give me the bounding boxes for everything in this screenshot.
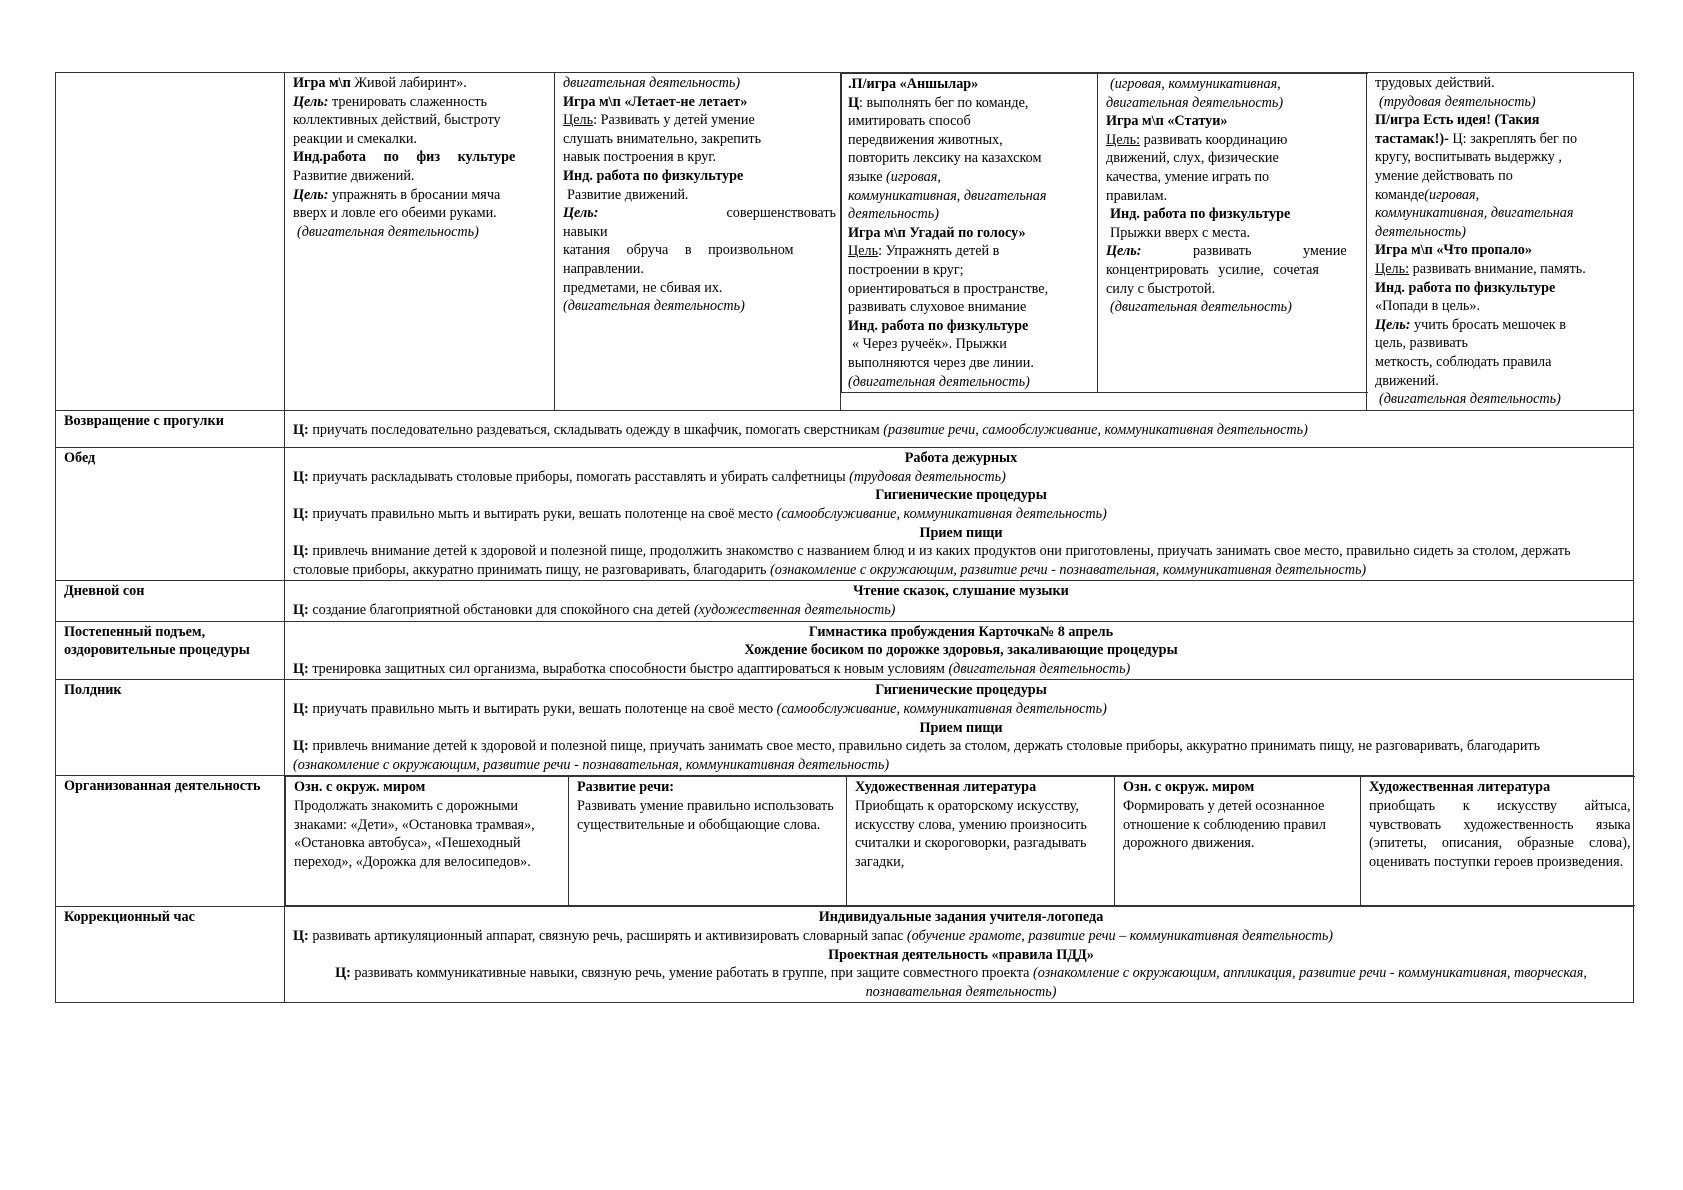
goal-label: Ц:: [293, 421, 309, 438]
text-line: передвижения животных,: [848, 131, 1003, 148]
game-title: Игра м\п: [293, 75, 351, 91]
section-heading: Гигиенические процедуры: [875, 682, 1047, 699]
activity-type: деятельность): [848, 206, 939, 223]
goal-text: приучать последовательно раздеваться, складывать одежду в шкафчик, помогать сверстникам: [308, 421, 884, 438]
section-heading: Прием пищи: [919, 524, 1003, 541]
walk-col-4: [1098, 74, 1368, 393]
goal-text: : Упражнять детей в: [878, 243, 1000, 260]
goal-text: учить бросать мешочек в: [1410, 316, 1566, 333]
subject-title: Развитие речи:: [577, 779, 675, 796]
text-line: силу с быстротой.: [1106, 280, 1216, 297]
text-line: реакции и смекалки.: [293, 130, 418, 147]
activity-type: (двигательная деятельность): [1379, 391, 1561, 408]
game-title: Игра м\п «Что пропало»: [1375, 242, 1532, 259]
goal-text: тренировка защитных сил организма, выработка способности быстро адаптироваться к новым условиям: [308, 660, 949, 677]
walk-row-label: [56, 73, 285, 411]
nap-content: [285, 581, 1634, 621]
text-line: развивать слуховое внимание: [848, 299, 1027, 316]
text-line: трудовых действий.: [1375, 75, 1495, 91]
goal-text: развивать внимание, память.: [1409, 260, 1586, 277]
goal-label: Ц:: [335, 965, 351, 982]
walk-col-3-4-wrapper: [841, 73, 1367, 411]
organized-content: [285, 776, 1634, 907]
text-line: «Попади в цель».: [1375, 298, 1481, 315]
organized-cell: [847, 777, 1115, 906]
walk-col-3: [842, 74, 1098, 393]
walk-row: [56, 73, 1634, 411]
text-line: меткость, соблюдать правила: [1375, 353, 1552, 370]
activity-type: (самообслуживание, коммуникативная деятельность): [776, 506, 1107, 523]
goal-label: Цель:: [293, 186, 329, 203]
text-line: слушать внимательно, закрепить: [563, 130, 762, 147]
text-line: построении в круг;: [848, 261, 964, 278]
game-title: .П/игра «Аншылар»: [848, 76, 979, 92]
walk-col-3-4: [841, 73, 1368, 393]
text-line: имитировать способ: [848, 113, 971, 130]
activity-type: деятельность): [1375, 223, 1466, 240]
ind-work-title: Инд. работа по физкультуре: [563, 167, 744, 184]
text-line: предметами, не сбивая их.: [563, 279, 723, 296]
text-line: Развитие движений.: [293, 167, 415, 184]
goal-text: развивать коммуникативные навыки, связную речь, умение работать в группе, при защите совместного проекта: [350, 965, 1033, 982]
activity-type: (развитие речи, самообслуживание, коммуникативная деятельность): [883, 421, 1308, 438]
goal-label: Ц:: [293, 543, 309, 560]
subject-text: Продолжать знакомить с дорожными знаками: «Дети», «Остановка трамвая», «Остановка автобуса», «Пешеходный переход», «Дорожка для велосипедов».: [294, 797, 535, 870]
row-label: Дневной сон: [56, 581, 285, 621]
section-heading: Работа дежурных: [904, 450, 1018, 467]
correction-row: [56, 907, 1634, 1003]
activity-type: двигательная деятельность): [1106, 94, 1284, 111]
goal-label: Цель: [563, 112, 594, 129]
ind-work-title: Инд. работа по физкультуре: [1375, 279, 1556, 296]
goal-label: Цель:: [1106, 243, 1142, 260]
lunch-row: [56, 448, 1634, 581]
nap-row: [56, 581, 1634, 621]
goal-label: Ц:: [293, 738, 309, 755]
goal-text: привлечь внимание детей к здоровой и полезной пище, приучать занимать свое место, правильно сидеть за столом, держать столовые приборы, аккуратно принимать пищу, не разговаривать, благодарить: [308, 738, 1541, 755]
activity-type: (художественная деятельность): [693, 602, 896, 619]
subject-text: Формировать у детей осознанное отношение к соблюдению правил дорожного движения.: [1123, 797, 1326, 852]
goal-text: создание благоприятной обстановки для спокойного сна детей: [308, 602, 694, 619]
activity-type: (ознакомление с окружающим, развитие речи - познавательная, коммуникативная деятельность): [293, 756, 890, 773]
goal-label: Ц: [848, 94, 860, 111]
text-line: Прыжки вверх с места.: [1110, 224, 1251, 241]
game-name: Живой лабиринт».: [350, 75, 467, 91]
goal-label: Ц:: [293, 468, 309, 485]
subject-title: Озн. с окруж. миром: [294, 779, 426, 796]
snack-row: [56, 680, 1634, 776]
organized-cell: [286, 777, 569, 906]
goal-text: развивать координацию: [1140, 131, 1288, 148]
goal-text: тренировать слаженность: [328, 93, 487, 110]
ind-work-title: Инд. работа по физкультуре: [1110, 206, 1291, 223]
subject-text: Приобщать к ораторскому искусству, искусству слова, умению произносить считалки и скороговорки, разгадывать загадки,: [855, 797, 1087, 870]
goal-text: упражнять в бросании мяча: [328, 186, 501, 203]
ind-work-title: Инд. работа по физкультуре: [848, 317, 1029, 334]
subject-title: Художественная литература: [1369, 779, 1551, 796]
return-walk-row: [56, 410, 1634, 448]
row-label: Коррекционный час: [56, 907, 285, 1003]
activity-type: (ознакомление с окружающим, аппликация, развитие речи - коммуникативная, творческая, познавательная деятельность): [865, 965, 1587, 1000]
ind-work-title: Инд.работа по физ культуре: [293, 149, 516, 166]
text-line: коллективных действий, быстроту: [293, 112, 501, 129]
goal-label: Ц:: [293, 506, 309, 523]
text-line: качества, умение играть по: [1106, 168, 1270, 185]
section-heading: Гигиенические процедуры: [875, 487, 1047, 504]
activity-type: (двигательная деятельность): [1110, 299, 1292, 316]
activity-type: (двигательная деятельность): [848, 373, 1030, 390]
organized-row: [56, 776, 1634, 907]
row-label: Обед: [56, 448, 285, 581]
goal-label: Цель:: [1106, 131, 1141, 148]
text-line: кругу, воспитывать выдержку ,: [1375, 149, 1562, 166]
text-line: вверх и ловле его обеими руками.: [293, 205, 497, 222]
goal-text: привлечь внимание детей к здоровой и полезной пище, продолжить знакомство с названием блюд и из каких продуктов они приготовлены, приучать занимать свое место, правильно сидеть за столом, держать столовые приборы, аккуратно принимать пищу, не разговаривать, благодарить: [293, 543, 1571, 578]
wakeup-row: [56, 621, 1634, 680]
text-line: выполняются через две линии.: [848, 354, 1034, 371]
text-line: навык построения в круг.: [563, 149, 717, 166]
section-heading: Проектная деятельность «правила ПДД»: [828, 946, 1094, 963]
organized-cell: [569, 777, 847, 906]
goal-text: : Развивать у детей умение: [593, 112, 755, 129]
text-line: направлении.: [563, 260, 644, 277]
activity-type: (самообслуживание, коммуникативная деятельность): [776, 701, 1107, 717]
text-line: языке: [848, 168, 887, 185]
goal-text: развивать артикуляционный аппарат, связную речь, расширять и активизировать словарный запас: [308, 927, 907, 944]
row-label: Постепенный подъем, оздоровительные процедуры: [56, 621, 285, 680]
goal-label: Цель:: [1375, 316, 1411, 333]
subject-text: приобщать к искусству айтыса, чувствовать художественность языка (эпитеты, описания, образные слова), оценивать поступки героев произведения.: [1369, 797, 1631, 870]
text-line: движений, слух, физические: [1106, 150, 1279, 167]
goal-text: приучать раскладывать столовые приборы, помогать расставлять и убирать салфетницы: [308, 468, 850, 485]
game-title: Игра м\п Угадай по голосу»: [848, 224, 1026, 241]
organized-grid: [285, 776, 1635, 906]
lunch-content: [285, 448, 1634, 581]
goal-label: Цель:: [1375, 260, 1410, 277]
activity-type: (трудовая деятельность): [1379, 93, 1536, 110]
section-heading: Индивидуальные задания учителя-логопеда: [818, 909, 1104, 926]
goal-label: Цель:: [293, 93, 329, 110]
goal-label: Ц:: [293, 927, 309, 944]
row-label: Возвращение с прогулки: [56, 410, 285, 448]
goal-text: приучать правильно мыть и вытирать руки, вешать полотенце на своё место: [308, 506, 777, 523]
text-line: команде: [1375, 186, 1425, 203]
text-line: ориентироваться в пространстве,: [848, 280, 1049, 297]
activity-type: (двигательная деятельность): [297, 223, 479, 240]
text-line: цель, развивать: [1375, 335, 1468, 352]
goal-label: Цель: [848, 243, 879, 260]
row-label: Полдник: [56, 680, 285, 776]
text-line: концентрировать усилие, сочетая: [1106, 261, 1319, 278]
goal-text: развивать умение: [1141, 243, 1347, 260]
return-walk-content: [285, 410, 1634, 448]
walk-col-1: [285, 73, 555, 411]
walk-col-2: [555, 73, 841, 411]
organized-cell: [1115, 777, 1361, 906]
walk-col-5: [1367, 73, 1634, 411]
goal-text: приучать правильно мыть и вытирать руки, вешать полотенце на своё место: [308, 701, 777, 717]
section-heading: Гимнастика пробуждения Карточка№ 8 апрель: [808, 623, 1114, 640]
text-line: Развитие движений.: [567, 186, 689, 203]
activity-type: (двигательная деятельность): [563, 298, 745, 315]
activity-type: (игровая,: [886, 168, 941, 185]
text-line: движений.: [1375, 372, 1439, 389]
text-line: правилам.: [1106, 187, 1168, 204]
goal-label: Ц:: [293, 701, 309, 717]
game-title: тастамак!)-: [1375, 130, 1449, 147]
activity-type: (обучение грамоте, развитие речи – коммуникативная деятельность): [906, 927, 1334, 944]
goal-label: Ц:: [293, 602, 309, 619]
subject-title: Художественная литература: [855, 779, 1037, 796]
wakeup-content: [285, 621, 1634, 680]
goal-label: Цель:: [563, 205, 599, 222]
section-heading: Чтение сказок, слушание музыки: [853, 583, 1069, 600]
activity-type: коммуникативная, двигательная: [1375, 205, 1574, 222]
text-line: умение действовать по: [1375, 167, 1513, 184]
goal-text: : выполнять бег по команде,: [859, 94, 1029, 111]
activity-type: (двигательная деятельность): [948, 660, 1131, 677]
game-title: Игра м\п «Статуи»: [1106, 113, 1228, 130]
section-heading: Хождение босиком по дорожке здоровья, закаливающие процедуры: [744, 642, 1178, 659]
subject-title: Озн. с окруж. миром: [1123, 779, 1255, 796]
goal-text: совершенствовать навыки: [563, 205, 836, 240]
correction-content: [285, 907, 1634, 1003]
activity-type: коммуникативная, двигательная: [848, 187, 1047, 204]
activity-type: (игровая,: [1424, 186, 1480, 203]
text-line: « Через ручеёк». Прыжки: [852, 336, 1007, 353]
goal-text: Ц: закреплять бег по: [1448, 130, 1578, 147]
text-line: повторить лексику на казахском: [848, 150, 1042, 167]
snack-content: [285, 680, 1634, 776]
row-label: Организованная деятельность: [56, 776, 285, 907]
game-title: П/игра Есть идея! (Такия: [1375, 112, 1540, 129]
section-heading: Прием пищи: [919, 719, 1003, 736]
activity-type: (ознакомление с окружающим, развитие речи - познавательная, коммуникативная деятельность): [770, 561, 1367, 578]
subject-text: Развивать умение правильно использовать существительные и обобщающие слова.: [577, 797, 834, 833]
activity-type: (трудовая деятельность): [849, 468, 1006, 485]
text-line: катания обруча в произвольном: [563, 242, 794, 259]
activity-type: (игровая, коммуникативная,: [1110, 76, 1281, 92]
daily-plan-table: [55, 72, 1634, 1003]
organized-cell: [1361, 777, 1635, 906]
game-title: Игра м\п «Летает-не летает»: [563, 93, 748, 110]
goal-label: Ц:: [293, 660, 309, 677]
activity-type: двигательная деятельность): [563, 75, 741, 91]
